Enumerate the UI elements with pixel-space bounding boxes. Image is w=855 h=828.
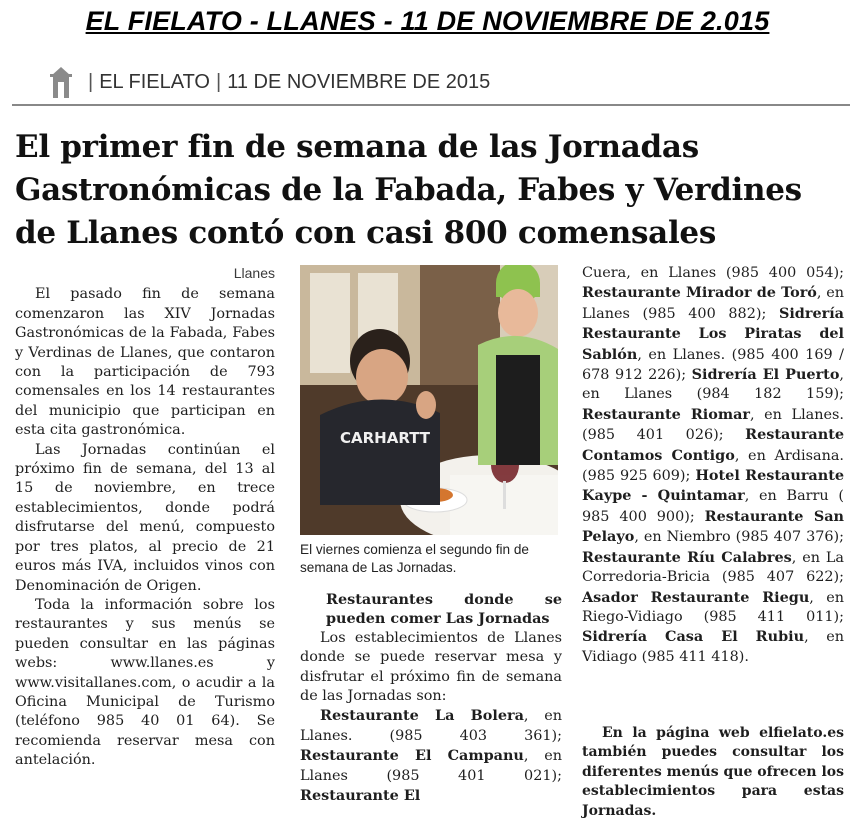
paragraph: Las Jornadas continúan el próximo fin de semana, del 13 al 15 de noviembre, en trece establecimientos, donde podrá disfrutarse del menú, compuesto por tres platos, al precio de 21 euros más IVA, incluidos vinos con Denominación de Origen. xyxy=(15,441,275,594)
restaurant-details: , en Llanes (985 400 882); xyxy=(582,285,845,322)
restaurant-name: Restaurante Mirador de Toró xyxy=(582,284,817,302)
restaurant-name: Restaurante San Pelayo xyxy=(582,507,845,546)
dateline: Llanes xyxy=(233,265,275,281)
article-photo xyxy=(300,265,558,535)
restaurant-name: Restaurante La Bolera xyxy=(320,707,524,725)
restaurant-name: Sidrería Restaurante Los Piratas del Sablón xyxy=(582,304,844,363)
restaurant-details: , en Llanes. (985 403 361); xyxy=(300,708,563,744)
restaurant-name: Asador Restaurante Riegu xyxy=(582,588,810,606)
restaurant-details: , en Llanes (985 401 021); xyxy=(300,748,562,784)
shirt-text: CARHARTT xyxy=(340,429,431,447)
masthead-separator: | xyxy=(88,70,94,93)
restaurant-details: , en Llanes. (985 400 169 / 678 912 226); xyxy=(582,346,844,384)
restaurant-details: , en La Corredoria-Bricia (985 407 622); xyxy=(582,549,844,586)
section-subhead: Restaurantes donde se pueden comer Las Jornadas xyxy=(326,591,562,628)
photo-caption: El viernes comienza el segundo fin de semana de Las Jornadas. xyxy=(300,542,529,575)
restaurant-name-continued: Cuera, en Llanes (985 400 054); xyxy=(582,265,844,281)
top-banner: EL FIELATO - LLANES - 11 DE NOVIEMBRE DE 2.015 xyxy=(85,6,770,36)
restaurant-details: , en Llanes. (985 401 026); xyxy=(582,406,844,444)
promo-note xyxy=(582,724,844,821)
restaurant-details: , en Vidiago (985 411 418). xyxy=(582,629,844,665)
masthead-rule xyxy=(12,104,850,106)
promo-text: En la página web elfielato.es también puedes consultar los diferentes menús que ofrecen los establecimientos para estas Jornadas. xyxy=(582,725,844,819)
article-headline: El primer fin de semana de las Jornadas Gastronómicas de la Fabada, Fabes y Verdines de Llanes contó con casi 800 comensales xyxy=(15,129,802,251)
restaurant-name: Restaurante El xyxy=(300,787,421,805)
masthead-separator: | xyxy=(215,70,222,93)
restaurant-name: Restaurante Riomar xyxy=(582,405,750,423)
article-column-3 xyxy=(582,264,844,667)
restaurant-scene-image xyxy=(300,265,558,535)
restaurant-name: Hotel Restaurante Kaype - Quintamar xyxy=(582,467,844,505)
restaurant-name: Sidrería Casa El Rubiu xyxy=(582,628,805,646)
paragraph: El pasado fin de semana comenzaron las XIV Jornadas Gastronómicas de la Fabada, Fabes y Verdinas de Llanes, que contaron con la participación de 793 comensales en los 14 restaurantes del municipio que participan en esta cita gastronómica. xyxy=(15,286,275,439)
restaurant-name: Sidrería El Puerto xyxy=(691,366,840,384)
restaurant-list xyxy=(300,706,562,806)
masthead-date: 11 DE NOVIEMBRE DE 2015 xyxy=(227,70,491,93)
masthead-publication: EL FIELATO xyxy=(99,70,210,93)
article-column-1 xyxy=(15,264,275,771)
restaurant-name: Restaurante Ríu Calabres xyxy=(582,548,792,566)
restaurant-details: , en Ardisana. (985 925 609); xyxy=(582,447,844,485)
restaurant-list xyxy=(582,264,844,667)
masthead xyxy=(48,62,850,102)
fielato-building-icon xyxy=(48,64,74,100)
restaurant-details: , en Llanes (984 182 159); xyxy=(582,367,844,403)
article-column-2 xyxy=(300,590,562,806)
restaurant-name: Restaurante Contamos Contigo xyxy=(582,426,844,464)
restaurant-details: , en Riego-Vidiago (985 411 011); xyxy=(582,589,844,625)
restaurant-name: Restaurante El Campanu xyxy=(300,747,524,765)
restaurant-details: , en Niembro (985 407 376); xyxy=(634,529,844,546)
restaurant-details: , en Barru ( 985 400 900); xyxy=(582,488,844,525)
paragraph: Los establecimientos de Llanes donde se puede reservar mesa y disfrutar el próximo fin de semana de las Jornadas son: xyxy=(300,629,562,705)
paragraph: Toda la información sobre los restaurantes y sus menús se pueden consultar en las páginas webs: www.llanes.es y www.visitallanes.com, o acudir a la Oficina Municipal de Turismo (teléfono 985 40 01 64). Se recomienda reservar mesa con antelación. xyxy=(15,596,275,769)
